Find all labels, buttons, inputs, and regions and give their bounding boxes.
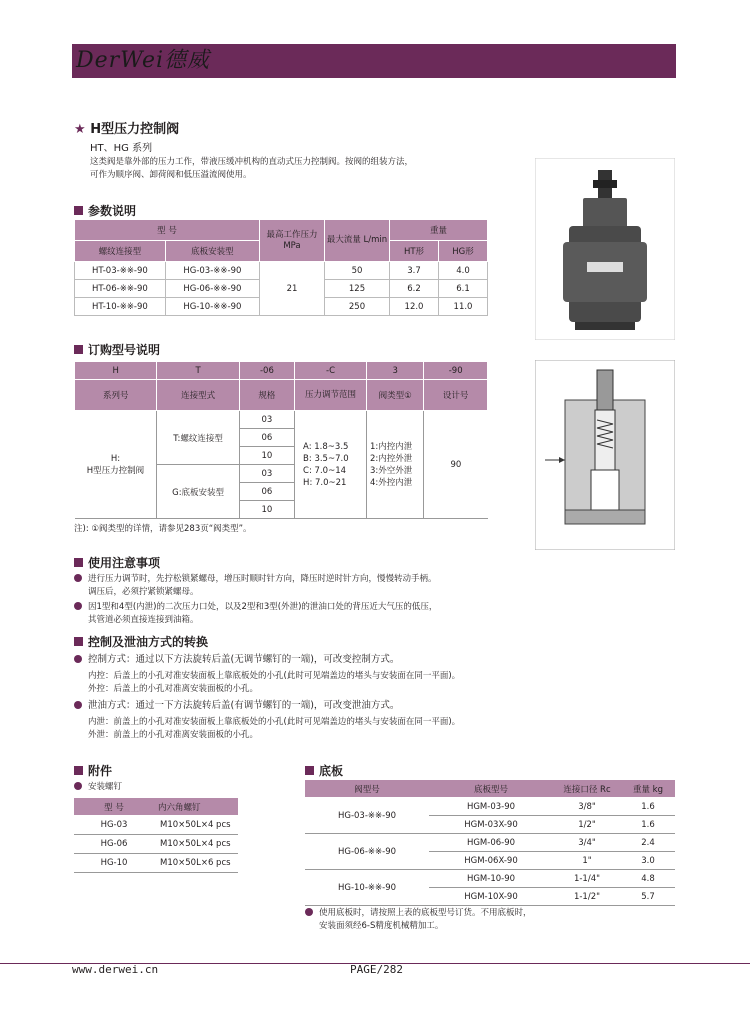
cell-pressure: 21 xyxy=(260,262,325,316)
accessory-heading xyxy=(74,762,112,779)
control-heading-text: 控制及泄油方式的转换 xyxy=(88,635,209,649)
bullet-icon xyxy=(74,574,82,582)
table-row xyxy=(305,834,675,852)
cell: 3.0 xyxy=(621,852,675,870)
baseplate-heading-text: 底板 xyxy=(319,764,344,778)
params-heading-text: 参数说明 xyxy=(88,204,137,218)
baseplate-valve: HG-10-※※-90 xyxy=(305,870,429,906)
usage-heading-text: 使用注意事项 xyxy=(88,556,161,570)
cell: 1-1/2" xyxy=(553,888,621,906)
baseplate-h-weight: 重量 kg xyxy=(621,780,675,798)
cell: HG-10 xyxy=(74,854,154,873)
table-row xyxy=(74,854,238,873)
table-row xyxy=(305,798,675,816)
footer-page: PAGE/282 xyxy=(350,963,403,976)
usage-item-1 xyxy=(74,573,437,599)
params-h-model: 型 号 xyxy=(75,220,260,241)
square-bullet-icon xyxy=(74,345,83,354)
intro-line: 这类阀是靠外部的压力工作，带液压缓冲机构的直动式压力控制阀。按阀的组装方法， xyxy=(90,157,414,167)
cell: HGM-10X-90 xyxy=(429,888,553,906)
cell: 3.7 xyxy=(390,262,439,280)
footer-url[interactable]: www.derwei.cn xyxy=(72,963,159,976)
valve-type: 2:内控外泄 xyxy=(370,453,413,464)
valve-type: 4:外控内泄 xyxy=(370,477,413,488)
intro xyxy=(90,156,413,182)
cell: HT-03-※※-90 xyxy=(75,262,166,280)
intro-line: 可作为顺序阀、卸荷阀和低压溢流阀使用。 xyxy=(90,170,252,180)
params-table xyxy=(74,219,488,316)
cell: HGM-06X-90 xyxy=(429,852,553,870)
series-label: HT、HG 系列 xyxy=(90,143,153,154)
order-conn-plate: G:底板安装型 xyxy=(157,465,239,519)
order-size: 10 xyxy=(239,447,294,465)
valve-photo xyxy=(535,158,675,340)
brand-logo: DerWei德威 xyxy=(76,48,211,73)
params-h-hg: HG形 xyxy=(439,241,488,262)
order-note: 注): ①阀类型的详情，请参见283页“阀类型”。 xyxy=(74,524,252,534)
order-code: T xyxy=(157,362,239,380)
usage-line: 进行压力调节时，先拧松锁紧螺母，增压时顺时针方向，降压时逆时针方向，慢慢转动手柄。 xyxy=(88,574,437,584)
params-h-flow: 最大流量 L/min xyxy=(325,220,390,262)
order-code: H xyxy=(75,362,157,380)
usage-line: 因1型和4型(内泄)的二次压力口处，以及2型和3型(外泄)的泄油口处的背压近大气压的低压， xyxy=(88,602,438,612)
cell: 125 xyxy=(325,280,390,298)
square-bullet-icon xyxy=(305,766,314,775)
cell: HGM-03-90 xyxy=(429,798,553,816)
order-series-line: H型压力控制阀 xyxy=(86,465,145,476)
control-item-2 xyxy=(74,699,460,742)
order-heading-text: 订购型号说明 xyxy=(88,343,161,357)
square-bullet-icon xyxy=(74,637,83,646)
baseplate-heading xyxy=(305,762,343,779)
page-title xyxy=(74,118,179,137)
cell: 1" xyxy=(553,852,621,870)
square-bullet-icon xyxy=(74,206,83,215)
params-h-thread: 螺纹连接型 xyxy=(75,241,166,262)
title-text: H型压力控制阀 xyxy=(90,122,180,137)
order-conn-thread: T:螺纹连接型 xyxy=(157,411,239,465)
cell: HG-06-※※-90 xyxy=(165,280,259,298)
cell: 3/8" xyxy=(553,798,621,816)
cell: 1.6 xyxy=(621,798,675,816)
cell: HG-03-※※-90 xyxy=(165,262,259,280)
order-label: 系列号 xyxy=(75,380,157,411)
order-code: -C xyxy=(295,362,367,380)
accessory-table xyxy=(74,797,238,873)
pressure-range: C: 7.0~14 xyxy=(303,465,347,476)
order-label: 连接型式 xyxy=(157,380,239,411)
usage-item-2 xyxy=(74,601,437,627)
accessory-h-model: 型 号 xyxy=(74,798,154,816)
accessory-sub xyxy=(74,781,122,794)
cell: 3/4" xyxy=(553,834,621,852)
order-series-cell xyxy=(75,411,157,519)
bullet-icon xyxy=(74,701,82,709)
params-h-pressure: 最高工作压力 MPa xyxy=(260,220,325,262)
cell: 5.7 xyxy=(621,888,675,906)
cell: HT-06-※※-90 xyxy=(75,280,166,298)
cell: HGM-06-90 xyxy=(429,834,553,852)
order-valve-type-cell xyxy=(367,411,424,519)
usage-line: 调压后，必须拧紧锁紧螺母。 xyxy=(88,587,199,597)
baseplate-table xyxy=(305,779,675,906)
control-line: 内泄：前盖上的小孔对准安装面板上靠底板处的小孔(此时可见端盖边的堵头与安装面在同一平面)。 xyxy=(88,717,461,727)
control-heading xyxy=(74,633,208,650)
accessory-heading-text: 附件 xyxy=(88,764,113,778)
bullet-icon xyxy=(305,908,313,916)
cell: 6.2 xyxy=(390,280,439,298)
cell: HGM-10-90 xyxy=(429,870,553,888)
cell: HG-10-※※-90 xyxy=(165,298,259,316)
cell: HG-06 xyxy=(74,835,154,854)
table-row xyxy=(74,835,238,854)
usage-heading xyxy=(74,554,160,571)
params-h-weight: 重量 xyxy=(390,220,488,241)
cell: HT-10-※※-90 xyxy=(75,298,166,316)
star-icon: ★ xyxy=(74,122,86,137)
table-row xyxy=(75,262,488,280)
order-code: 3 xyxy=(367,362,424,380)
cell: 6.1 xyxy=(439,280,488,298)
bullet-icon xyxy=(74,782,82,790)
accessory-h-screw: 内六角螺钉 xyxy=(154,798,238,816)
bullet-icon xyxy=(74,655,82,663)
cell: 4.8 xyxy=(621,870,675,888)
cell: 11.0 xyxy=(439,298,488,316)
usage-line: 其管道必须直接连接到油箱。 xyxy=(88,615,199,625)
order-label: 设计号 xyxy=(424,380,488,411)
baseplate-note-line: 使用底板时，请按照上表的底板型号订货。不用底板时， xyxy=(319,908,532,918)
cell: 1-1/4" xyxy=(553,870,621,888)
params-h-ht: HT形 xyxy=(390,241,439,262)
order-label: 阀类型① xyxy=(367,380,424,411)
control-line: 外泄：前盖上的小孔对准离安装面板的小孔。 xyxy=(88,730,259,740)
order-size: 03 xyxy=(239,411,294,429)
order-code: -06 xyxy=(239,362,294,380)
cell: 1.6 xyxy=(621,816,675,834)
control-item-1 xyxy=(74,653,460,696)
control-line: 控制方式：通过以下方法旋转后盖(无调节螺钉的一端)，可改变控制方式。 xyxy=(88,654,400,665)
order-label: 规格 xyxy=(239,380,294,411)
order-size: 03 xyxy=(239,465,294,483)
cell: 50 xyxy=(325,262,390,280)
pressure-range: A: 1.8~3.5 xyxy=(303,441,349,452)
square-bullet-icon xyxy=(74,558,83,567)
cross-section-diagram xyxy=(535,360,675,550)
baseplate-valve: HG-03-※※-90 xyxy=(305,798,429,834)
params-h-plate: 底板安装型 xyxy=(165,241,259,262)
baseplate-h-port: 连接口径 Rc xyxy=(553,780,621,798)
table-row xyxy=(74,816,238,835)
valve-type: 3:外空外泄 xyxy=(370,465,413,476)
cell: HG-03 xyxy=(74,816,154,835)
pressure-range: H: 7.0~21 xyxy=(303,477,347,488)
baseplate-note-line: 安装面须经6-S精度机械精加工。 xyxy=(319,921,444,931)
bullet-icon xyxy=(74,602,82,610)
accessory-sub-text: 安装螺钉 xyxy=(88,782,123,792)
cell: 250 xyxy=(325,298,390,316)
table-row xyxy=(305,870,675,888)
cell: M10×50L×4 pcs xyxy=(154,835,238,854)
cell: M10×50L×4 pcs xyxy=(154,816,238,835)
order-size: 06 xyxy=(239,429,294,447)
pressure-range: B: 3.5~7.0 xyxy=(303,453,349,464)
order-code: -90 xyxy=(424,362,488,380)
params-heading xyxy=(74,202,136,219)
order-label: 压力调节范围 xyxy=(295,380,367,411)
cell: HGM-03X-90 xyxy=(429,816,553,834)
square-bullet-icon xyxy=(74,766,83,775)
baseplate-h-plate: 底板型号 xyxy=(429,780,553,798)
order-series-line: H: xyxy=(110,453,121,464)
cell: M10×50L×6 pcs xyxy=(154,854,238,873)
order-table xyxy=(74,361,488,519)
cell: 4.0 xyxy=(439,262,488,280)
baseplate-h-valve: 阀型号 xyxy=(305,780,429,798)
cell: 12.0 xyxy=(390,298,439,316)
valve-type: 1:内控内泄 xyxy=(370,441,413,452)
order-pressure-cell xyxy=(295,411,367,519)
order-size: 06 xyxy=(239,483,294,501)
control-line: 内控：后盖上的小孔对准安装面板上靠底板处的小孔(此时可见端盖边的堵头与安装面在同一平面)。 xyxy=(88,671,461,681)
order-design: 90 xyxy=(424,411,488,519)
control-line: 泄油方式：通过一下方法旋转后盖(有调节螺钉的一端)，可改变泄油方式。 xyxy=(88,700,400,711)
cell: 2.4 xyxy=(621,834,675,852)
baseplate-note xyxy=(305,907,532,933)
baseplate-valve: HG-06-※※-90 xyxy=(305,834,429,870)
cell: 1/2" xyxy=(553,816,621,834)
control-line: 外控：后盖上的小孔对准离安装面板的小孔。 xyxy=(88,684,259,694)
order-heading xyxy=(74,341,160,358)
order-size: 10 xyxy=(239,501,294,519)
